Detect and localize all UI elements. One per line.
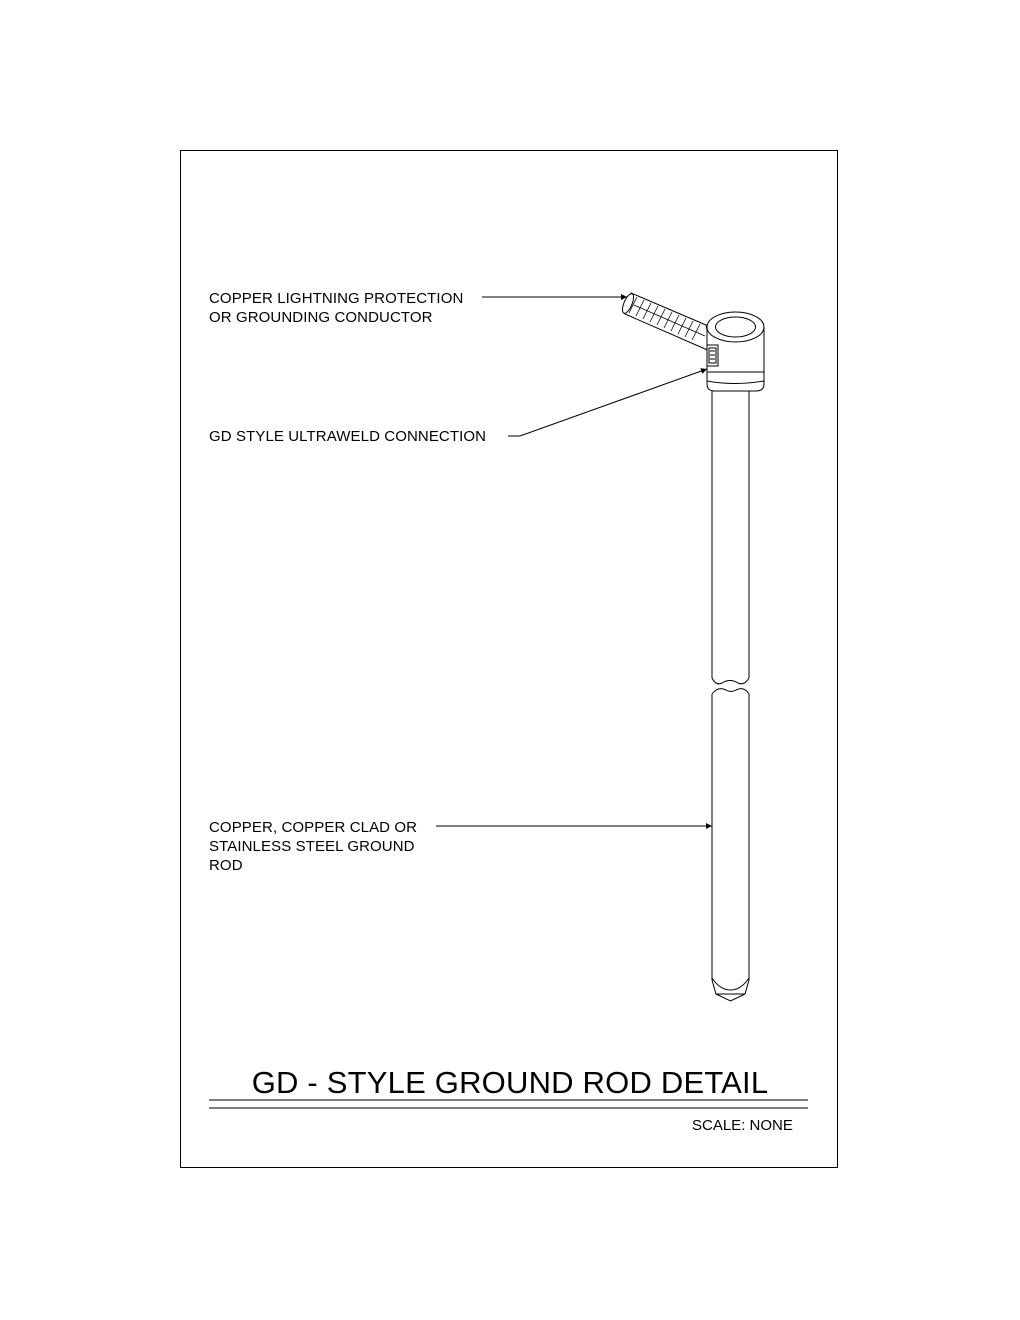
ground-rod <box>712 391 749 1001</box>
rod-label-line: STAINLESS STEEL GROUND <box>209 838 415 855</box>
connection-label <box>209 427 486 446</box>
connection-label-line: GD STYLE ULTRAWELD CONNECTION <box>209 428 487 445</box>
conductor-label-line: OR GROUNDING CONDUCTOR <box>209 309 433 326</box>
scale-note: SCALE: NONE <box>692 1117 793 1134</box>
ultraweld-connection <box>707 312 764 391</box>
connection-leader <box>508 369 707 436</box>
conductor-label <box>209 289 463 327</box>
conductor-label-line: COPPER LIGHTNING PROTECTION <box>209 290 464 307</box>
rod-label-line: COPPER, COPPER CLAD OR <box>209 819 418 836</box>
rod-label <box>209 818 417 875</box>
rod-label-line: ROD <box>209 857 243 874</box>
conductor-cable <box>620 292 712 352</box>
drawing-title: GD - STYLE GROUND ROD DETAIL <box>251 1065 769 1100</box>
